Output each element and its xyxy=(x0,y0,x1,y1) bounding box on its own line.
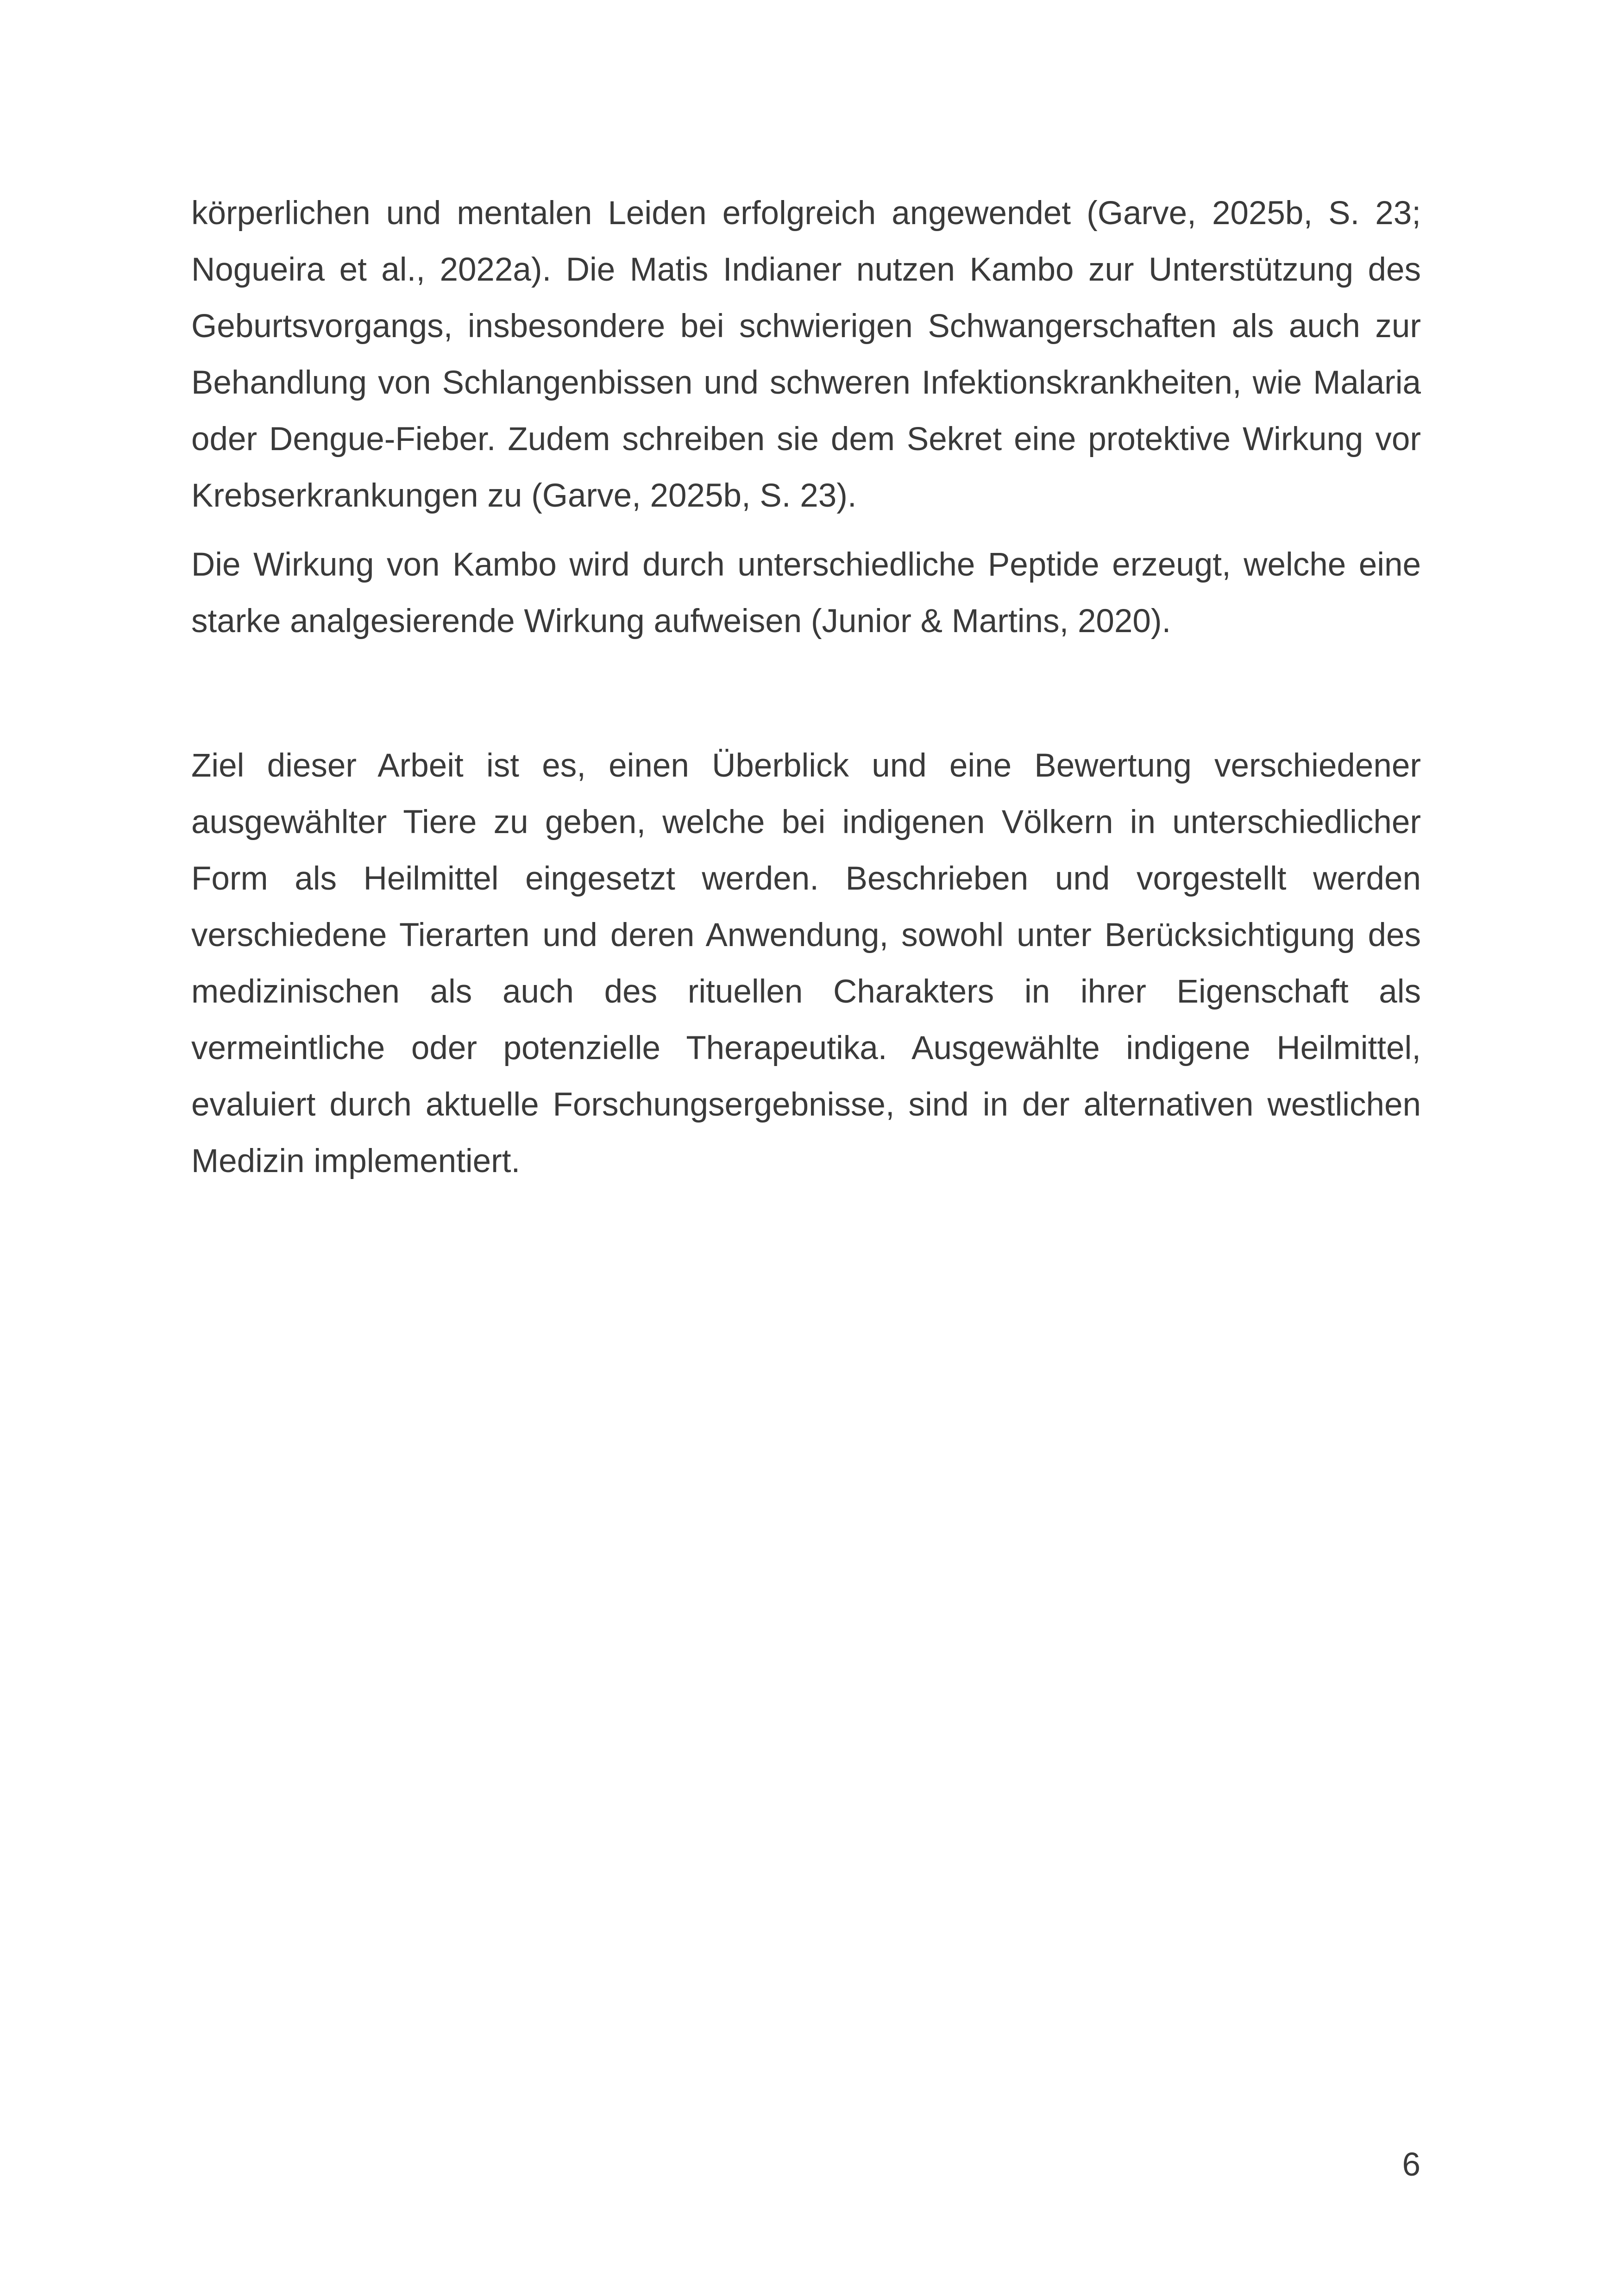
paragraph-kambo-uses: körperlichen und mentalen Leiden erfolgreich angewendet (Garve, 2025b, S. 23; Nogueira et al., 2022a). Die Matis Indianer nutzen Kambo zur Unterstützung des Geburtsvorgangs, insbesondere bei schwierigen Schwangerschaften als auch zur Behandlung von Schlangenbissen und schweren Infektionskrankheiten, wie Malaria oder Dengue-Fieber. Zudem schreiben sie dem Sekret eine protektive Wirkung vor Krebserkrankungen zu (Garve, 2025b, S. 23). xyxy=(191,195,1421,514)
paragraph-kambo-peptides: Die Wirkung von Kambo wird durch unterschiedliche Peptide erzeugt, welche eine starke analgesierende Wirkung aufweisen (Junior & Martins, 2020). xyxy=(191,546,1421,640)
page-number: 6 xyxy=(1402,2146,1420,2183)
paragraph-aim-of-work: Ziel dieser Arbeit ist es, einen Überblick und eine Bewertung verschiedener ausgewählter Tiere zu geben, welche bei indigenen Völkern in unterschiedlicher Form als Heilmittel eingesetzt werden. Beschrieben und vorgestellt werden verschiedene Tierarten und deren Anwendung, sowohl unter Berücksichtigung des medizinischen als auch des rituellen Charakters in ihrer Eigenschaft als vermeintliche oder potenzielle Therapeutika. Ausgewählte indigene Heilmittel, evaluiert durch aktuelle Forschungsergebnisse, sind in der alternativen westlichen Medizin implementiert. xyxy=(191,747,1421,1179)
body-text xyxy=(191,185,1421,1190)
